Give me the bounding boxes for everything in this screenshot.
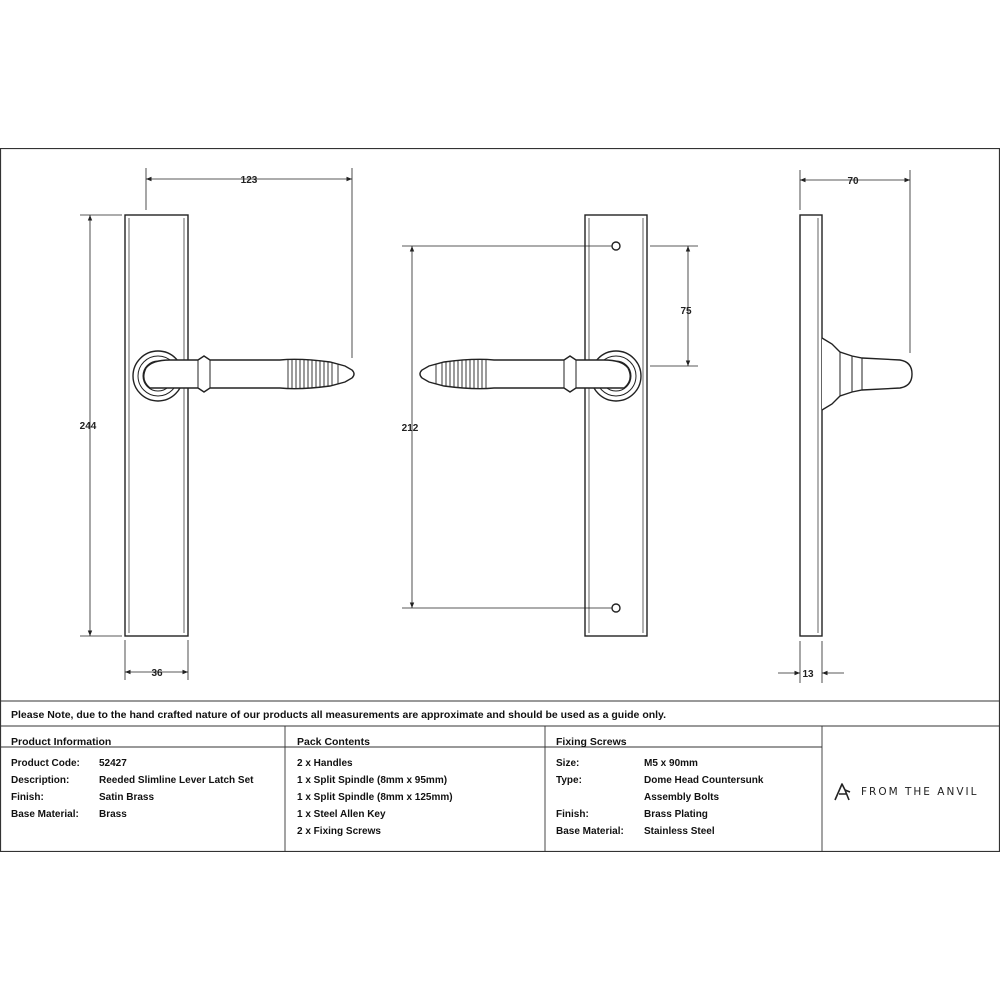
side-dimensions	[778, 170, 910, 683]
screw-finish-label: Finish:	[556, 809, 589, 820]
dim-spindle-from-top: 75	[680, 306, 692, 317]
dim-fixing-centres: 212	[401, 423, 419, 434]
description-label: Description:	[11, 775, 70, 786]
side-view	[800, 215, 912, 636]
pack-contents-title: Pack Contents	[297, 736, 370, 748]
product-code-value: 52427	[99, 758, 127, 769]
pack-item: 2 x Fixing Screws	[297, 826, 381, 837]
screw-base-material-value: Stainless Steel	[644, 826, 715, 837]
base-material-label: Base Material:	[11, 809, 79, 820]
dim-projection: 70	[847, 176, 859, 187]
front-lever	[144, 356, 354, 392]
pack-item: 1 x Steel Allen Key	[297, 809, 386, 820]
pack-item: 1 x Split Spindle (8mm x 95mm)	[297, 775, 448, 786]
dim-overall-width: 123	[240, 175, 258, 186]
brand-name: FROM THE ANVIL	[861, 786, 979, 798]
finish-value: Satin Brass	[99, 792, 155, 803]
screw-type-value: Dome Head Countersunk	[644, 775, 764, 786]
screw-size-value: M5 x 90mm	[644, 758, 698, 769]
dim-plate-thickness: 13	[802, 669, 814, 680]
rear-lever	[420, 356, 630, 392]
side-backplate	[800, 215, 822, 636]
pack-item: 1 x Split Spindle (8mm x 125mm)	[297, 792, 453, 803]
screw-finish-value: Brass Plating	[644, 809, 708, 820]
screw-type-label: Type:	[556, 775, 582, 786]
info-section	[0, 701, 1000, 852]
description-value: Reeded Slimline Lever Latch Set	[99, 775, 254, 786]
brand-logo	[833, 781, 978, 803]
drawing-sheet	[0, 148, 1000, 852]
product-code-label: Product Code:	[11, 758, 80, 769]
rear-view	[420, 215, 647, 636]
rear-dimensions	[402, 246, 698, 608]
side-lever-profile	[822, 338, 912, 410]
rear-backplate	[585, 215, 647, 636]
fixing-screws-title: Fixing Screws	[556, 736, 627, 748]
rear-fixing-hole-top	[612, 242, 620, 250]
finish-label: Finish:	[11, 792, 44, 803]
product-information-title: Product Information	[11, 736, 112, 748]
pack-item: 2 x Handles	[297, 758, 353, 769]
base-material-value: Brass	[99, 809, 127, 820]
screw-size-label: Size:	[556, 758, 580, 769]
dim-plate-width: 36	[151, 668, 163, 679]
disclaimer-note: Please Note, due to the hand crafted nature of our products all measurements are approximate and should be used as a guide only.	[11, 709, 667, 721]
anvil-a-logo-icon	[833, 782, 853, 802]
dim-overall-height: 244	[79, 421, 97, 432]
front-backplate	[125, 215, 188, 636]
front-view	[125, 215, 354, 636]
rear-fixing-hole-bottom	[612, 604, 620, 612]
front-dimensions	[80, 168, 352, 680]
screw-type-continued-value: Assembly Bolts	[644, 792, 720, 803]
screw-base-material-label: Base Material:	[556, 826, 624, 837]
